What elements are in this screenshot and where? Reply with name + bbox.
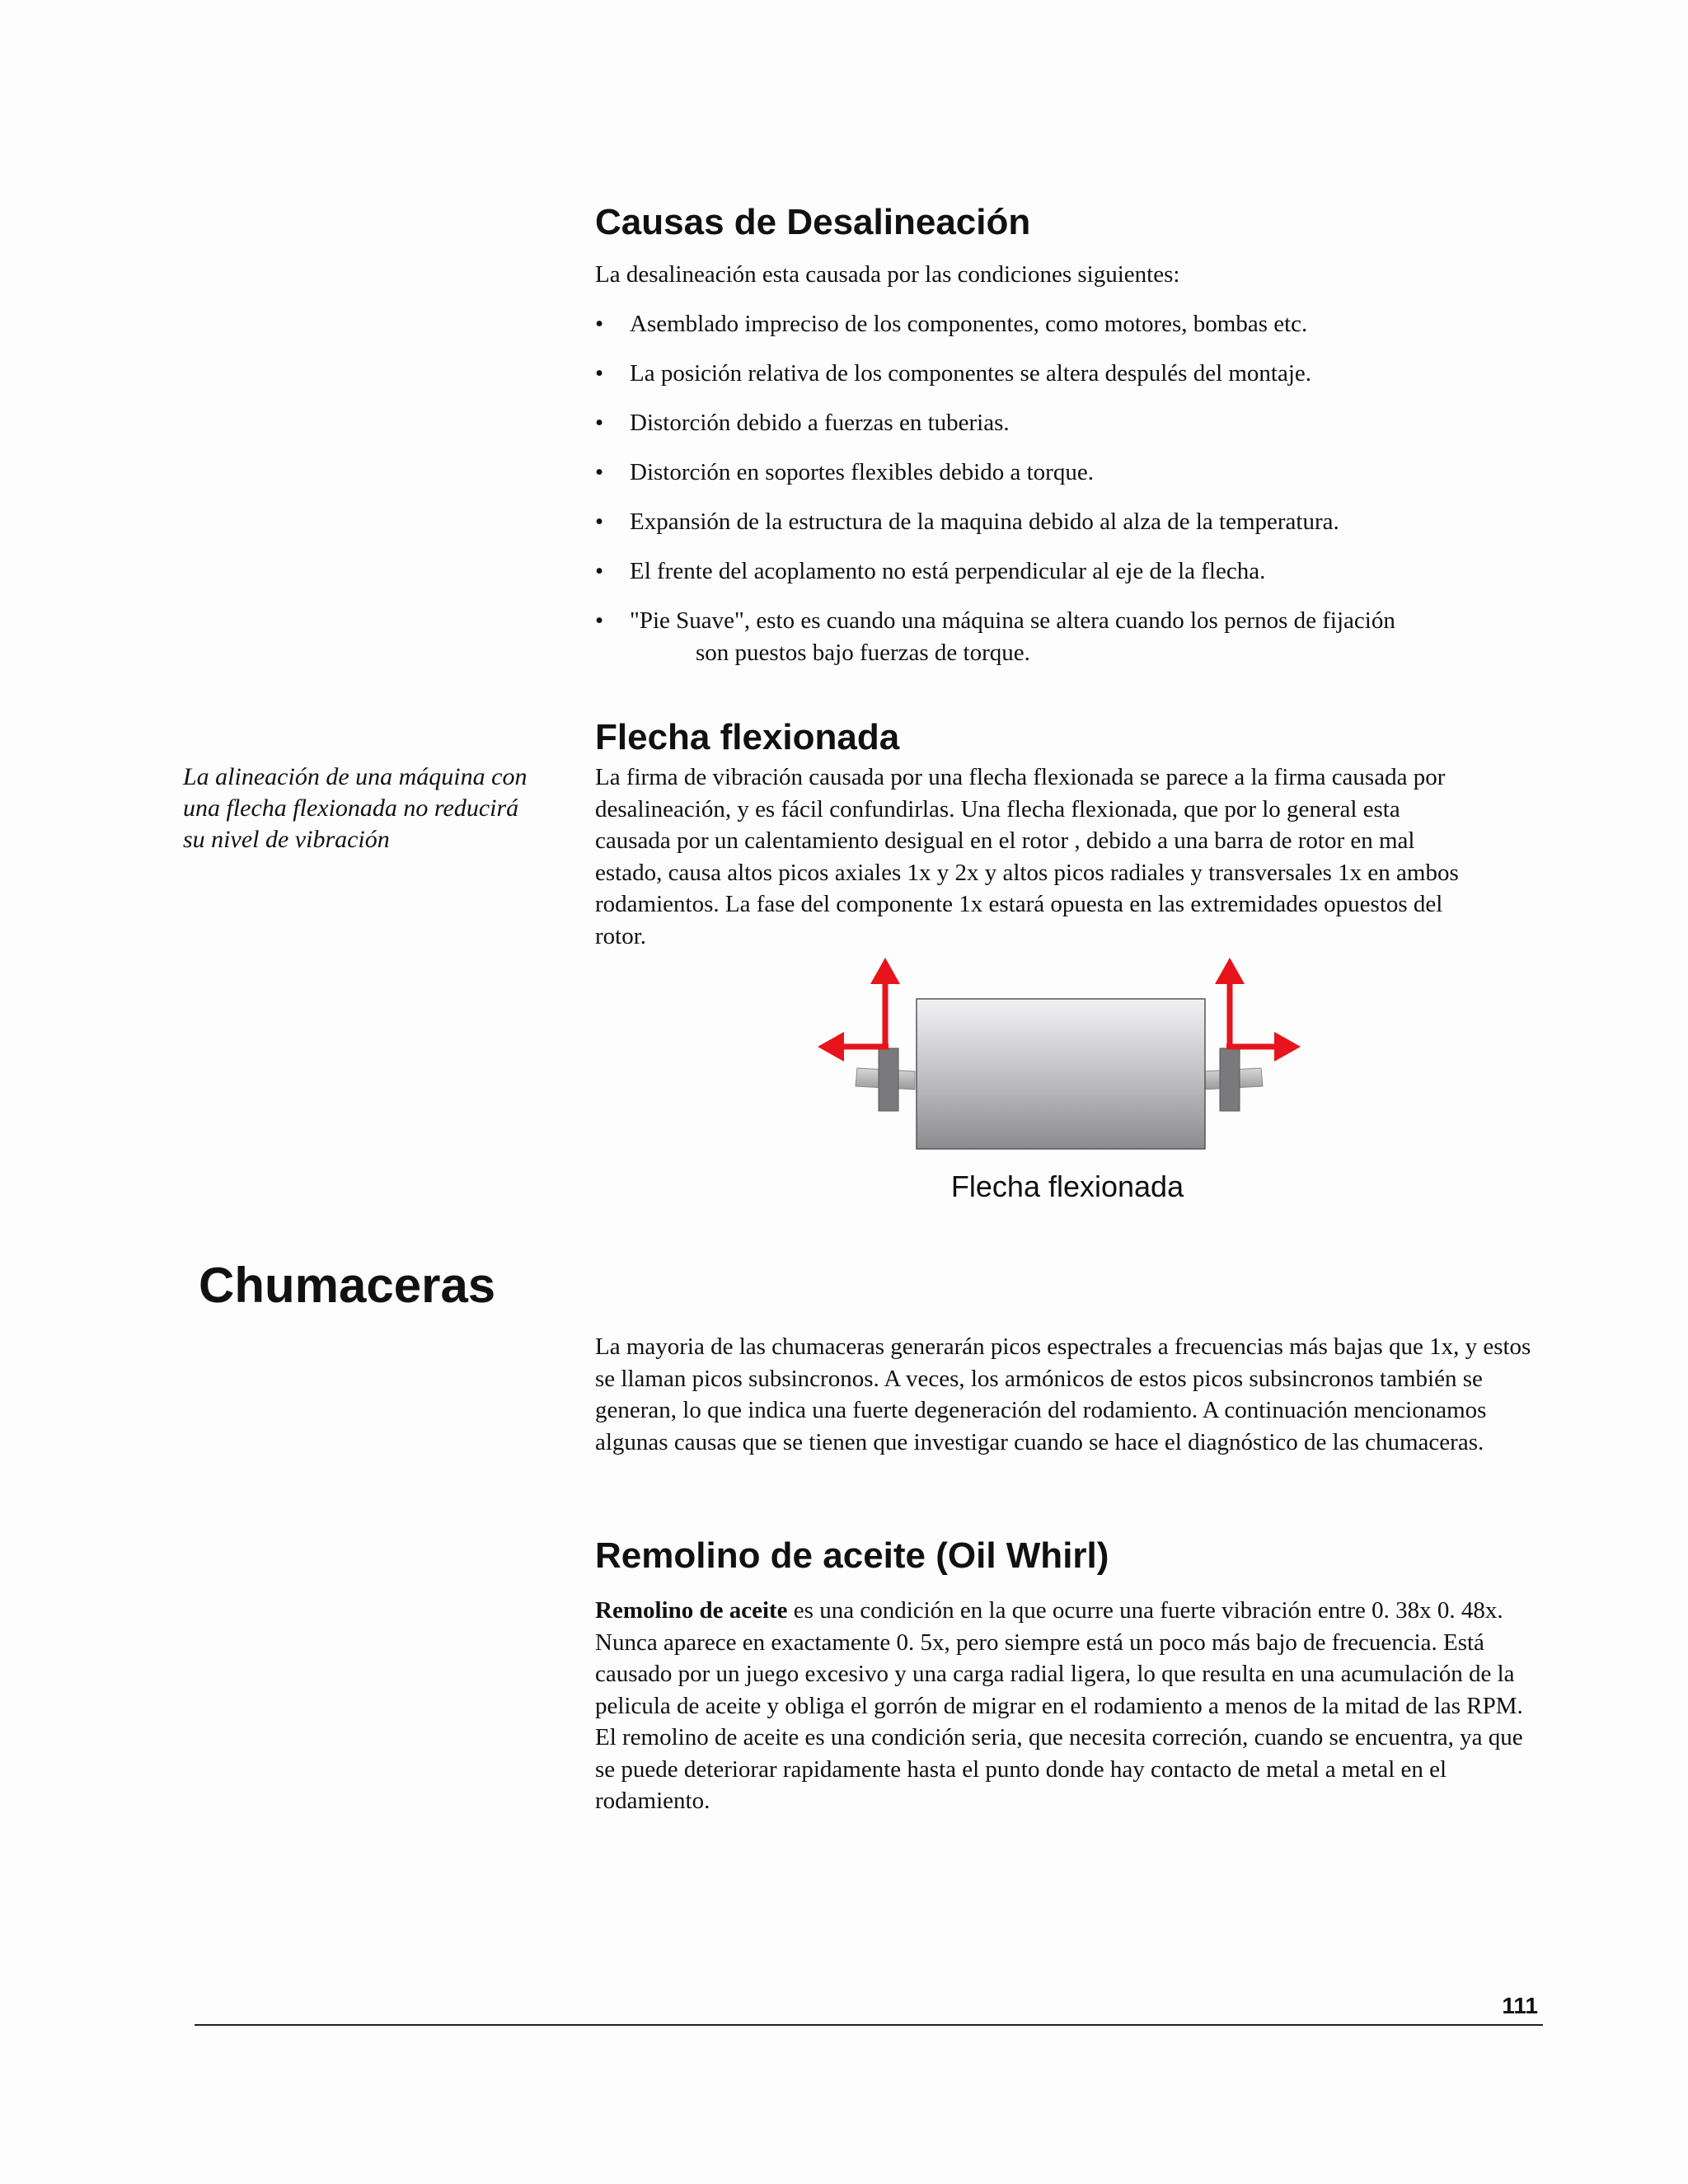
remolino-lead: Remolino de aceite (595, 1597, 788, 1624)
bullet-icon: • (595, 558, 604, 584)
section-title-causas: Causas de Desalineación (595, 202, 1031, 242)
left-bearing (879, 1048, 898, 1111)
bullet-icon: • (595, 410, 604, 436)
list-item: • "Pie Suave", esto es cuando una máquina se altera cuando los pernos de fijación son puestos bajo fuerzas de torque. (595, 605, 1543, 668)
margin-note: La alineación de una máquina con una flecha flexionada no reducirá su nivel de vibración (183, 763, 528, 853)
rotor (917, 999, 1205, 1149)
chumaceras-body: La mayoria de las chumaceras generarán picos espectrales a frecuencias más bajas que 1x, y estos se llaman picos subsincronos. A veces, los armónicos de estos picos subsincronos también se generan, lo que indica una fuerte degeneración del rodamiento. A continuación mencionamos algunas causas que se tienen que investigar cuando se hace el diagnóstico de las chumaceras. (595, 1333, 1531, 1455)
flecha-body: La firma de vibración causada por una flecha flexionada se parece a la firma causada por desalineación, y es fácil confundirlas. Una flecha flexionada, que por lo general esta causada por un calentamiento desigual en el rotor , debido a una barra de rotor en mal estado, causa altos picos axiales 1x y 2x y altos picos radiales y transversales 1x en ambos rodamientos. La fase del componente 1x estará opuesta en las extremidades opuestos del rotor. (595, 764, 1459, 949)
left-arrows-icon (818, 958, 900, 1062)
remolino-text: es una condición en la que ocurre una fuerte vibración entre 0. 38x 0. 48x. Nunca aparece en exactamente 0. 5x, pero siempre está un poco más bajo de frecuencia. Está causado por un juego excesivo y una carga radial ligera, lo que resulta en una acumulación de la pelicula de aceite y obliga el gorrón de migrar en el rodamiento a menos de la mitad de las RPM. El remolino de aceite es una condición seria, que necesita correción, cuando se encuentra, ya que se puede deteriorar rapidamente hasta el punto donde hay contacto de metal a metal en el rodamiento. (595, 1597, 1523, 1814)
causas-list (595, 308, 1543, 687)
bullet-icon: • (595, 360, 604, 387)
list-item: • Distorción en soportes flexibles debido a torque. (595, 457, 1543, 489)
list-item: • Asemblado impreciso de los componentes, como motores, bombas etc. (595, 308, 1543, 340)
list-item-continuation: son puestos bajo fuerzas de torque. (696, 639, 1030, 666)
right-arrows-icon (1215, 958, 1301, 1062)
section-title-remolino: Remolino de aceite (Oil Whirl) (595, 1535, 1109, 1576)
section-title-chumaceras: Chumaceras (199, 1258, 496, 1313)
remolino-body (595, 1595, 1526, 1817)
page-number: 111 (1502, 1993, 1538, 2018)
list-item: • El frente del acoplamento no está perpendicular al eje de la flecha. (595, 555, 1543, 588)
causas-intro: La desalineación esta causada por las condiciones siguientes: (595, 261, 1180, 288)
bullet-icon: • (595, 607, 604, 634)
list-item: • La posición relativa de los componentes se altera despulés del montaje. (595, 358, 1543, 390)
section-title-flecha: Flecha flexionada (595, 717, 900, 757)
bullet-icon: • (595, 509, 604, 535)
right-bearing (1220, 1048, 1240, 1111)
figure-caption: Flecha flexionada (950, 1169, 1184, 1203)
bullet-icon: • (595, 311, 604, 337)
bullet-icon: • (595, 459, 604, 485)
list-item: • Expansión de la estructura de la maquina debido al alza de la temperatura. (595, 506, 1543, 538)
footer-rule (195, 2024, 1543, 2026)
list-item: • Distorción debido a fuerzas en tuberias. (595, 407, 1543, 439)
